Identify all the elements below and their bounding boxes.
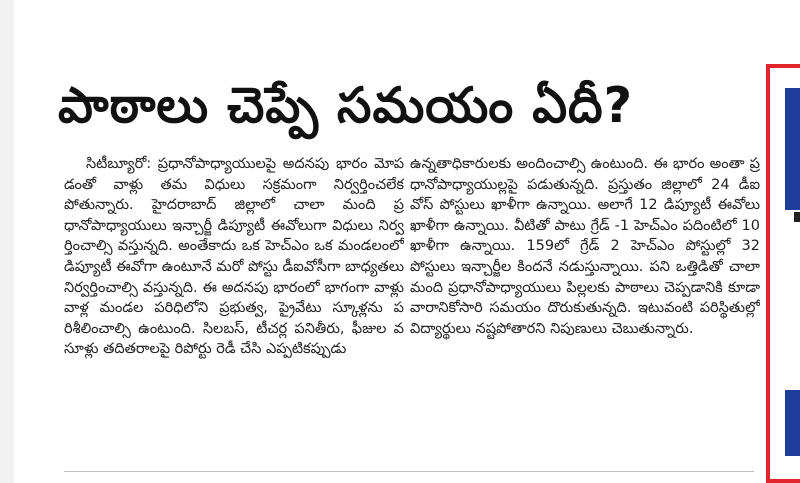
adjacent-blue-block-top: [785, 88, 800, 210]
adjacent-blue-block-bottom: [785, 390, 800, 456]
bottom-divider: [64, 471, 754, 472]
article-column-right: [410, 154, 760, 454]
column-left-text: సిటీబ్యూరో: ప్రధానోపాధ్యాయులపై అదనపు భారం మోపడంతో వాళ్లు తమ విధులు సక్రమంగా నిర్వర్తించలేకపోతున్నారు. హైదరాబాద్ జిల్లాలో చాలా మంది ప్రధానోపాధ్యాయులు ఇన్చార్జీ డిప్యూటీ ఈవోలుగా విధులు నిర్వర్తించాల్సి వస్తున్నది. అంతేకాదు ఒక హెచ్ఎం ఒక మండలంలో డిప్యూటీ ఈవోగా ఉంటూనే మరో పోస్టు డీఐవోసీగా బాధ్యతలు నిర్వర్తించాల్సి వస్తున్నది. ఈ అదనపు భారంలో భాగంగా వాళ్లు వాళ్ల మండల పరిధిలోని ప్రభుత్వ, ప్రైవేటు స్కూళ్లను పరిశీలించాల్సి ఉంటుంది. సిలబస్, టీచర్ల పనితీరు, ఫీజుల వసూళ్లు తదితరాలపై రిపోర్టు రెడీ చేసి ఎప్పటికప్పుడు: [64, 156, 404, 358]
adjacent-dark-mark: [794, 212, 800, 222]
column-right-text: ఉన్నతాధికారులకు అందించాల్సి ఉంటుంది. ఈ భారం అంతా ప్రధానోపాధ్యాయుల్లపై పడుతున్నది. ప్రస్తుతం జిల్లాలో 24 డీఐవోస్ పోస్టులు ఖాళీగా ఉన్నాయి. అలాగే 12 డిప్యూటీ ఈవోలు ఖాళీగా ఉన్నాయి. వీటితో పాటు గ్రేడ్ -1 హెచ్ఎం పదింటిలో 10 ఖాళీగా ఉన్నాయి. 159లో గ్రేడ్ 2 హెచ్ఎం పోస్టుల్లో 32 పోస్టులు ఇన్చార్జీల కిందనే నడుస్తున్నాయి. పని ఒత్తిడితో చాలా మంది ప్రధానోపాధ్యాయులు పిల్లలకు పాఠాలు చెప్పడానికి కూడా వారానికోసారి సమయం దొరుకుతున్నది. ఇటువంటి పరిస్థితుల్లో విద్యార్థులు నష్టపోతారని నిపుణులు చెబుతున్నారు.: [410, 156, 760, 337]
article-column-left: [64, 154, 404, 456]
left-margin-strip: [0, 0, 14, 483]
article-headline: పాఠాలు చెప్పే సమయం ఏదీ?: [58, 77, 634, 134]
